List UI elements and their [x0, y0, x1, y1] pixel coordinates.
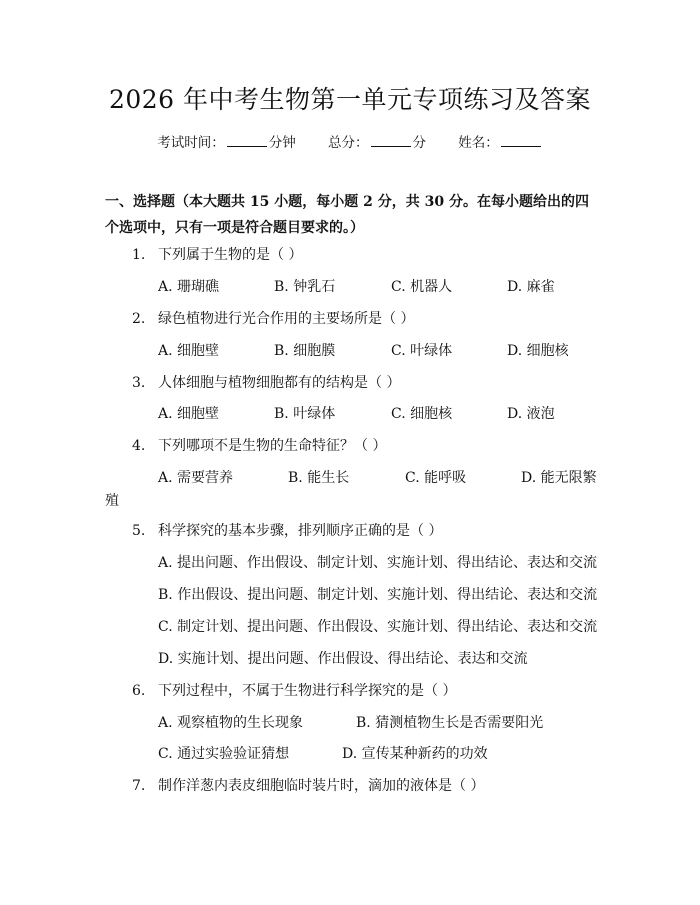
question-4: [132, 435, 386, 455]
option-b: B. 作出假设、提出问题、制定计划、实施计划、得出结论、表达和交流: [158, 587, 598, 603]
exam-time-field: [157, 131, 296, 151]
student-name-field: [458, 131, 543, 151]
question-number: 6.: [132, 683, 146, 699]
total-score-unit: 分: [412, 135, 426, 151]
question-2: [132, 308, 414, 328]
question-text: 下列过程中，不属于生物进行科学探究的是（ ）: [158, 683, 457, 699]
option-d: D. 细胞核: [507, 343, 569, 359]
question-5: [132, 520, 442, 540]
option-a: A. 细胞壁: [158, 406, 220, 422]
question-number: 1.: [132, 247, 146, 263]
question-3-options: [158, 403, 600, 423]
question-3: [132, 372, 400, 392]
question-number: 4.: [132, 438, 146, 454]
option-c: C. 通过实验验证猜想: [158, 746, 290, 762]
option-d: D. 能无限繁: [521, 470, 597, 486]
question-text: 下列属于生物的是（ ）: [158, 247, 303, 263]
option-c: C. 制定计划、提出问题、作出假设、实施计划、得出结论、表达和交流: [158, 619, 598, 635]
total-score-field: [328, 131, 426, 151]
option-b: B. 猜测植物生长是否需要阳光: [356, 715, 544, 731]
option-d: D. 宣传某种新药的功效: [342, 746, 488, 762]
option-b: B. 细胞膜: [274, 343, 336, 359]
question-number: 3.: [132, 375, 146, 391]
exam-time-unit: 分钟: [268, 135, 296, 151]
page-title: 2026 年中考生物第一单元专项练习及答案: [108, 85, 592, 114]
option-d-continuation: 殖: [105, 493, 119, 509]
option-d: D. 实施计划、提出问题、作出假设、得出结论、表达和交流: [158, 651, 528, 667]
exam-time-blank: [227, 134, 267, 147]
student-name-label: 姓名：: [458, 135, 499, 151]
exam-meta: [0, 131, 700, 151]
option-a: A. 提出问题、作出假设、制定计划、实施计划、得出结论、表达和交流: [158, 555, 598, 571]
question-6: [132, 680, 456, 700]
question-number: 5.: [132, 523, 146, 539]
option-d: D. 液泡: [507, 406, 555, 422]
option-a: A. 需要营养: [158, 470, 234, 486]
total-score-blank: [371, 134, 411, 147]
question-6-options-row1: [158, 712, 600, 732]
section-heading: 一、选择题（本大题共 15 小题，每小题 2 分，共 30 分。在每小题给出的四个选项中，只有一项是符合题目要求的。）: [105, 194, 589, 236]
student-name-blank: [501, 134, 541, 147]
question-text: 制作洋葱内表皮细胞临时装片时，滴加的液体是（ ）: [158, 778, 485, 794]
question-6-options-row2: [158, 743, 600, 763]
option-c: C. 叶绿体: [391, 343, 453, 359]
question-number: 2.: [132, 311, 146, 327]
total-score-label: 总分：: [328, 135, 369, 151]
question-text: 下列哪项不是生物的生命特征？（ ）: [158, 438, 387, 454]
exam-time-label: 考试时间：: [157, 135, 225, 151]
question-2-options: [158, 340, 600, 360]
option-a: A. 细胞壁: [158, 343, 220, 359]
question-text: 科学探究的基本步骤，排列顺序正确的是（ ）: [158, 523, 443, 539]
option-c: C. 机器人: [391, 279, 453, 295]
option-c: C. 细胞核: [391, 406, 453, 422]
question-1-options: [158, 276, 600, 296]
option-b: B. 钟乳石: [274, 279, 336, 295]
question-text: 人体细胞与植物细胞都有的结构是（ ）: [158, 375, 401, 391]
question-number: 7.: [132, 778, 146, 794]
option-d: D. 麻雀: [507, 279, 555, 295]
option-c: C. 能呼吸: [405, 470, 467, 486]
question-1: [132, 244, 302, 264]
question-text: 绿色植物进行光合作用的主要场所是（ ）: [158, 311, 415, 327]
option-b: B. 能生长: [288, 470, 350, 486]
option-a: A. 观察植物的生长现象: [158, 715, 304, 731]
question-4-options: [158, 467, 600, 487]
option-b: B. 叶绿体: [274, 406, 336, 422]
option-a: A. 珊瑚礁: [158, 279, 220, 295]
question-7: [132, 775, 484, 795]
